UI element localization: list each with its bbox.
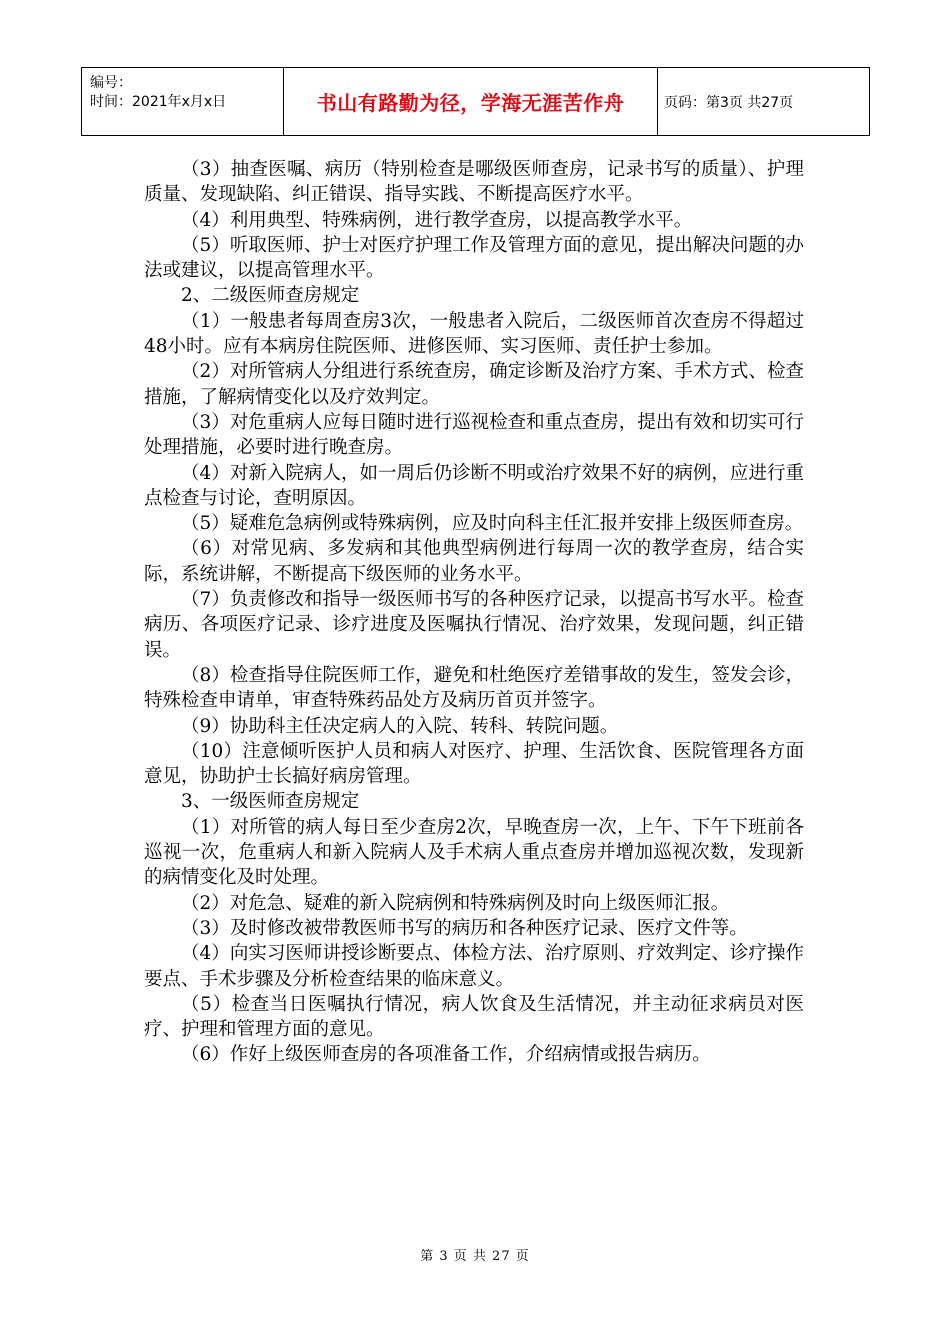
section-heading: 2、二级医师查房规定 <box>181 285 360 307</box>
paragraph: （5）检查当日医嘱执行情况，病人饮食及生活情况，并主动征求病员对医疗、护理和管理方面的意见。 <box>144 993 804 1041</box>
paragraph: （4）利用典型、特殊病例，进行教学查房，以提高教学水平。 <box>181 209 693 231</box>
paragraph: （8）检查指导住院医师工作，避免和杜绝医疗差错事故的发生，签发会诊，特殊检查申请单，审查特殊药品处方及病历首页并签字。 <box>144 664 804 712</box>
header-motto: 书山有路勤为径，学海无涯苦作舟 <box>284 68 658 135</box>
paragraph: （5）听取医师、护士对医疗护理工作及管理方面的意见，提出解决问题的办法或建议，以提高管理水平。 <box>144 234 804 282</box>
paragraph: （1）一般患者每周查房3次，一般患者入院后，二级医师首次查房不得超过48小时。应有本病房住院医师、进修医师、实习医师、责任护士参加。 <box>144 310 804 358</box>
paragraph: （3）对危重病人应每日随时进行巡视检查和重点查房，提出有效和切实可行处理措施，必要时进行晚查房。 <box>144 411 804 459</box>
paragraph: （7）负责修改和指导一级医师书写的各种医疗记录，以提高书写水平。检查病历、各项医疗记录、诊疗进度及医嘱执行情况、治疗效果，发现问题，纠正错误。 <box>144 589 804 661</box>
paragraph: （4）向实习医师讲授诊断要点、体检方法、治疗原则、疗效判定、诊疗操作要点、手术步骤及分析检查结果的临床意义。 <box>144 943 804 990</box>
page-footer: 第 3 页 共 27 页 <box>420 1249 530 1264</box>
document-number-label: 编号： <box>90 75 132 91</box>
paragraph: （1）对所管的病人每日至少查房2次，早晚查房一次，上午、下午下班前各巡视一次，危重病人和新入院病人及手术病人重点查房并增加巡视次数，发现新的病情变化及时处理。 <box>144 816 804 889</box>
section-heading: 3、一级医师查房规定 <box>181 791 360 813</box>
paragraph: （6）作好上级医师查房的各项准备工作，介绍病情或报告病历。 <box>181 1044 711 1066</box>
paragraph: （10）注意倾听医护人员和病人对医疗、护理、生活饮食、医院管理各方面意见，协助护士长搞好病房管理。 <box>144 740 804 788</box>
document-body <box>144 157 804 1068</box>
page-header <box>81 67 870 136</box>
header-page-info: 页码：第3页 共27页 <box>664 94 794 111</box>
paragraph: （2）对所管病人分组进行系统查房，确定诊断及治疗方案、手术方式、检查措施，了解病情变化以及疗效判定。 <box>144 361 804 408</box>
paragraph: （5）疑难危急病例或特殊病例，应及时向科主任汇报并安排上级医师查房。 <box>181 513 804 535</box>
paragraph: （2）对危急、疑难的新入院病例和特殊病例及时向上级医师汇报。 <box>181 892 730 914</box>
header-meta <box>82 68 284 135</box>
paragraph: （4）对新入院病人，如一周后仍诊断不明或治疗效果不好的病例，应进行重点检查与讨论，查明原因。 <box>144 462 804 509</box>
paragraph: （3）及时修改被带教医师书写的病历和各种医疗记录、医疗文件等。 <box>181 917 748 939</box>
paragraph: （6）对常见病、多发病和其他典型病例进行每周一次的教学查房，结合实际，系统讲解，不断提高下级医师的业务水平。 <box>144 538 804 585</box>
paragraph: （3）抽查医嘱、病历（特别检查是哪级医师查房，记录书写的质量）、护理质量、发现缺陷、纠正错误、指导实践、不断提高医疗水平。 <box>144 159 804 206</box>
document-time-label: 时间：2021年x月x日 <box>90 94 227 110</box>
paragraph: （9）协助科主任决定病人的入院、转科、转院问题。 <box>181 715 619 737</box>
